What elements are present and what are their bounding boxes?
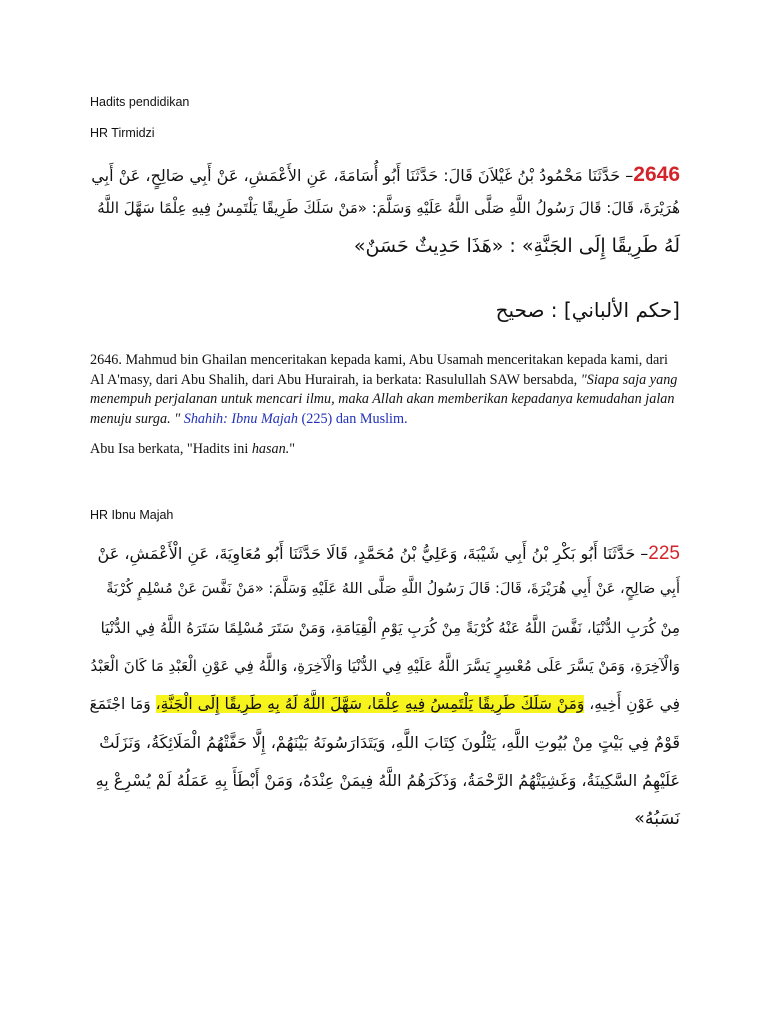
section-heading-ibnu-majah: HR Ibnu Majah bbox=[90, 508, 174, 522]
ibnu-majah-arabic-line-4: وَالْآخِرَةِ، وَمَنْ يَسَّرَ عَلَى مُعْسِرٍ يَسَّرَ اللَّهُ عَلَيْهِ فِي الدُّنْيَا وَالْآخِرَةِ، وَاللَّهُ فِي عَوْنِ الْعَبْدِ مَا كَانَ الْعَبْدُ bbox=[90, 657, 680, 675]
ibnu-majah-arabic-line-2: أَبِي صَالِحٍ، عَنْ أَبِي هُرَيْرَةَ، قَالَ: قَالَ رَسُولُ اللَّهِ صَلَّى اللهُ عَلَيْهِ وَسَلَّمَ: «مَنْ نَفَّسَ عَنْ مُسْلِمٍ كُرْبَةً bbox=[106, 581, 680, 597]
ibnu-majah-arabic-line-7: عَلَيْهِمُ السَّكِينَةُ، وَغَشِيَتْهُمُ الرَّحْمَةُ، وَذَكَرَهُمُ اللَّهُ فِيمَنْ عِنْدَهُ، وَمَنْ أَبْطَأَ بِهِ عَمَلُهُ لَمْ يُسْرِعْ بِهِ bbox=[95, 771, 680, 790]
ibnu-majah-arabic-line-8: نَسَبُهُ» bbox=[634, 809, 680, 829]
albani-ruling: [حكم الألباني] : صحيح bbox=[495, 298, 680, 322]
ibnu-majah-arabic-line-3: مِنْ كُرَبِ الدُّنْيَا، نَفَّسَ اللَّهُ عَنْهُ كُرْبَةً مِنْ كُرَبِ يَوْمِ الْقِيَامَةِ، وَمَنْ سَتَرَ مُسْلِمًا سَتَرَهُ اللَّهُ فِي الدُّنْيَا bbox=[100, 619, 680, 637]
tirmidzi-translation: 2646. Mahmud bin Ghailan menceritakan kepada kami, Abu Usamah menceritakan kepada kami, dari Al A'masy, dari Abu Shalih, dari Abu Hurairah, ia berkata: Rasulullah SAW bersabda, "Siapa saja yang menempuh perjalanan untuk mencari ilmu, maka Allah akan memberikan kepadanya kemudahan jalan menuju surga. " Shahih: Ibnu Majah (225) dan Muslim. bbox=[90, 352, 678, 427]
highlighted-hadith-text: وَمَنْ سَلَكَ طَرِيقًا يَلْتَمِسُ فِيهِ عِلْمًا، سَهَّلَ اللَّهُ لَهُ بِهِ طَرِيقًا إِلَى الْجَنَّةِ، bbox=[155, 695, 585, 713]
ibnu-majah-arabic-line-5: فِي عَوْنِ أَخِيهِ، وَمَنْ سَلَكَ طَرِيقًا يَلْتَمِسُ فِيهِ عِلْمًا، سَهَّلَ اللَّهُ لَهُ بِهِ طَرِيقًا إِلَى الْجَنَّةِ، وَمَا اجْتَمَعَ bbox=[89, 695, 680, 713]
tirmidzi-arabic-line-2: هُرَيْرَةَ، قَالَ: قَالَ رَسُولُ اللَّهِ صَلَّى اللَّهُ عَلَيْهِ وَسَلَّمَ: «مَنْ سَلَكَ طَرِيقًا يَلْتَمِسُ فِيهِ عِلْمًا سَهَّلَ اللَّهُ bbox=[97, 199, 680, 217]
document-title: Hadits pendidikan bbox=[90, 95, 190, 109]
hadith-number-ibnu-majah: 225 bbox=[648, 543, 680, 564]
abu-isa-statement: Abu Isa berkata, "Hadits ini hasan." bbox=[90, 441, 296, 457]
tirmidzi-arabic-line-1: 2646– حَدَّثَنَا مَحْمُودُ بْنُ غَيْلاَنَ قَالَ: حَدَّثَنَا أَبُو أُسَامَةَ، عَنِ الأَعْمَشِ، عَنْ أَبِي صَالِحٍ، عَنْ أَبِي bbox=[91, 163, 680, 186]
ibnu-majah-arabic-line-1: 225– حَدَّثَنَا أَبُو بَكْرِ بْنُ أَبِي شَيْبَةَ، وَعَلِيُّ بْنُ مُحَمَّدٍ، قَالَا حَدَّثَنَا أَبُو مُعَاوِيَةَ، عَنِ الْأَعْمَشِ، عَنْ bbox=[97, 543, 680, 564]
section-heading-tirmidzi: HR Tirmidzi bbox=[90, 126, 155, 140]
hadith-number-tirmidzi: 2646 bbox=[633, 163, 680, 186]
tirmidzi-arabic-line-3: لَهُ طَرِيقًا إِلَى الجَنَّةِ» : «هَذَا حَدِيثٌ حَسَنٌ» bbox=[353, 235, 680, 257]
ibnu-majah-arabic-line-6: قَوْمٌ فِي بَيْتٍ مِنْ بُيُوتِ اللَّهِ، يَتْلُونَ كِتَابَ اللَّهِ، وَيَتَدَارَسُونَهُ بَيْنَهُمْ، إِلَّا حَفَّتْهُمُ الْمَلَائِكَةُ، وَنَزَلَتْ bbox=[99, 733, 680, 752]
